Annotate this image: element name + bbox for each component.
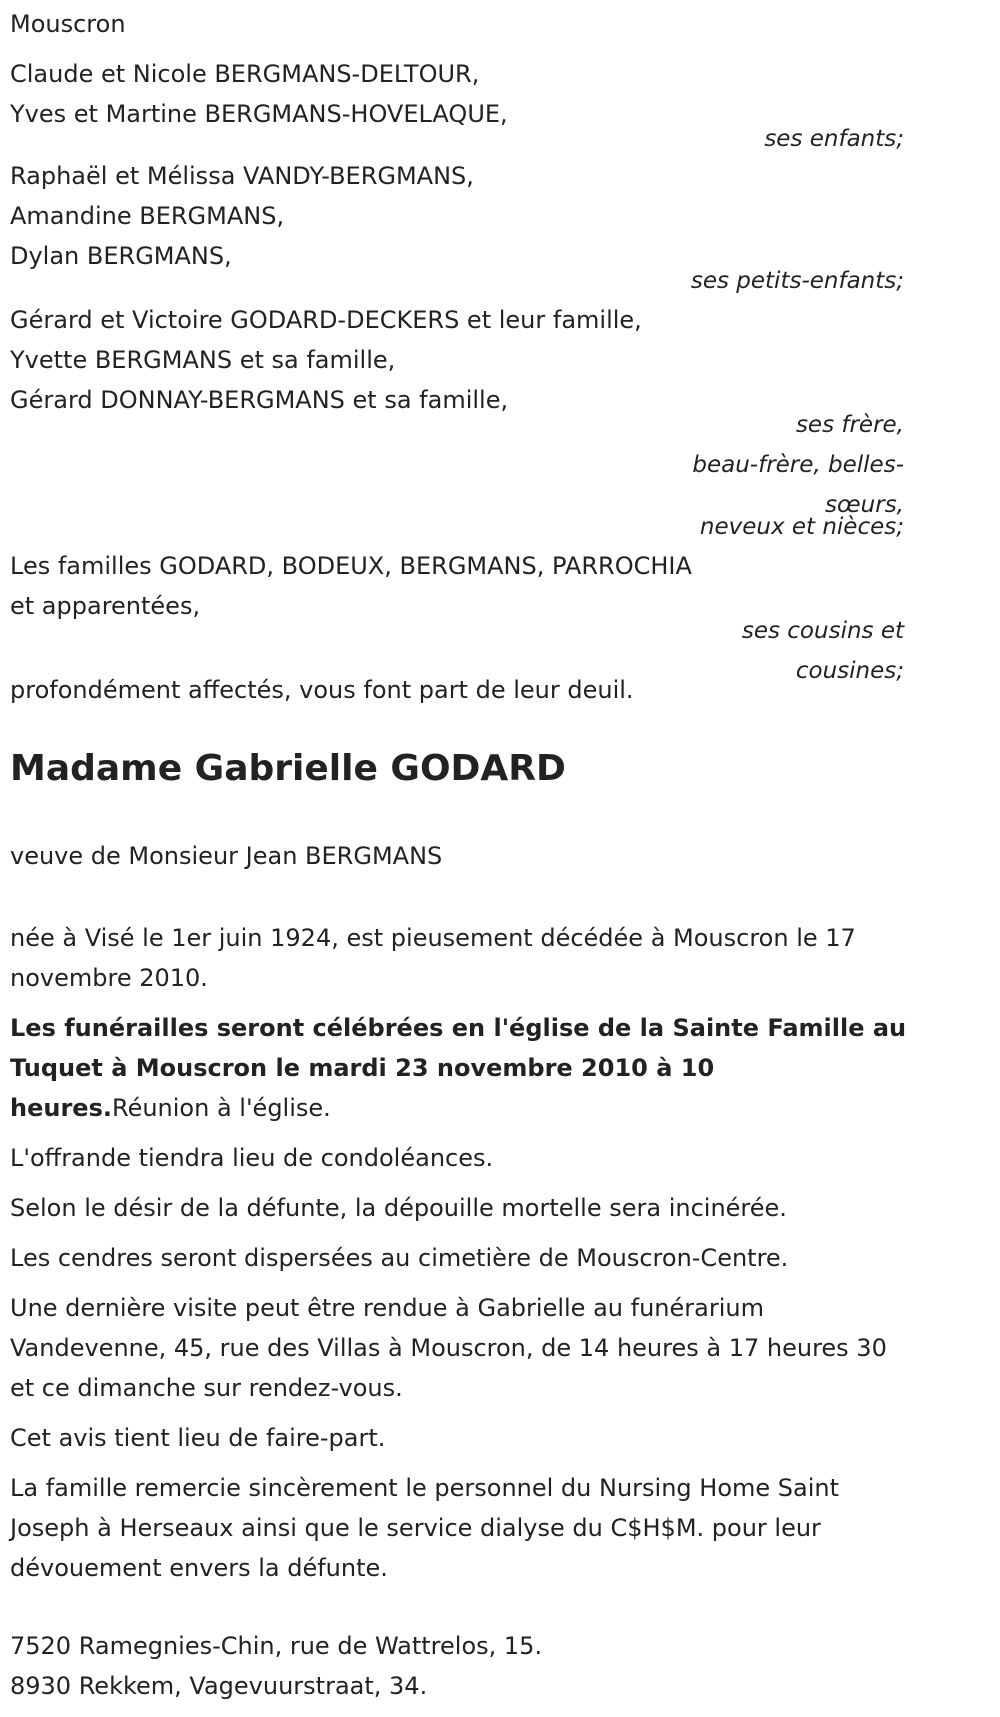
siblings-label-2: beau-frère, belles- <box>692 452 904 478</box>
cousins-line-2: et apparentées, <box>10 592 201 620</box>
notice-cremation: Selon le désir de la défunte, la dépouille mortelle sera incinérée. <box>10 1194 787 1222</box>
siblings-line-1: Gérard et Victoire GODARD-DECKERS et leur famille, <box>10 306 642 334</box>
funeral-regular-text: Réunion à l'église. <box>111 1094 331 1122</box>
siblings-label-1: ses frère, <box>795 412 904 438</box>
siblings-line-3: Gérard DONNAY-BERGMANS et sa famille, <box>10 386 509 414</box>
grandchildren-line-2: Amandine BERGMANS, <box>10 202 285 230</box>
address-line-1: 7520 Ramegnies-Chin, rue de Wattrelos, 15. <box>10 1632 543 1660</box>
children-line-2: Yves et Martine BERGMANS-HOVELAQUE, <box>10 100 508 128</box>
notice-thanks: La famille remercie sincèrement le personnel du Nursing Home Saint Joseph à Herseaux ainsi que le service dialyse du C$H$M. pour leur dévouement envers la défunte. <box>10 1474 840 1582</box>
notice-ashes: Les cendres seront dispersées au cimetière de Mouscron-Centre. <box>10 1244 789 1272</box>
city-header: Mouscron <box>10 10 126 38</box>
siblings-label-3: sœurs, <box>825 492 904 518</box>
cousins-label-2: cousines; <box>795 658 904 684</box>
siblings-line-2: Yvette BERGMANS et sa famille, <box>10 346 396 374</box>
siblings-label-4: neveux et nièces; <box>699 514 904 540</box>
grandchildren-line-3: Dylan BERGMANS, <box>10 242 232 270</box>
closing-text: profondément affectés, vous font part de leur deuil. <box>10 676 634 704</box>
cousins-label-1: ses cousins et <box>741 618 904 644</box>
notice-offering: L'offrande tiendra lieu de condoléances. <box>10 1144 494 1172</box>
children-label: ses enfants; <box>764 126 904 152</box>
cousins-line-1: Les familles GODARD, BODEUX, BERGMANS, PARROCHIA <box>10 552 692 580</box>
funeral-bold-text: Les funérailles seront célébrées en l'église de la Sainte Famille au Tuquet à Mouscron le mardi 23 novembre 2010 à 10 heures. <box>10 1014 907 1122</box>
grandchildren-label: ses petits-enfants; <box>690 268 904 294</box>
grandchildren-line-1: Raphaël et Mélissa VANDY-BERGMANS, <box>10 162 474 190</box>
spouse-text: veuve de Monsieur Jean BERGMANS <box>10 842 443 870</box>
funeral-paragraph <box>10 1008 910 1128</box>
birth-death-text: née à Visé le 1er juin 1924, est pieusement décédée à Mouscron le 17 novembre 2010. <box>10 924 856 992</box>
notice-faire-part: Cet avis tient lieu de faire-part. <box>10 1424 386 1452</box>
notice-visit: Une dernière visite peut être rendue à Gabrielle au funérarium Vandevenne, 45, rue des Villas à Mouscron, de 14 heures à 17 heures 30 et ce dimanche sur rendez-vous. <box>10 1294 887 1402</box>
deceased-name: Madame Gabrielle GODARD <box>10 748 566 789</box>
address-line-2: 8930 Rekkem, Vagevuurstraat, 34. <box>10 1672 428 1700</box>
children-line-1: Claude et Nicole BERGMANS-DELTOUR, <box>10 60 480 88</box>
